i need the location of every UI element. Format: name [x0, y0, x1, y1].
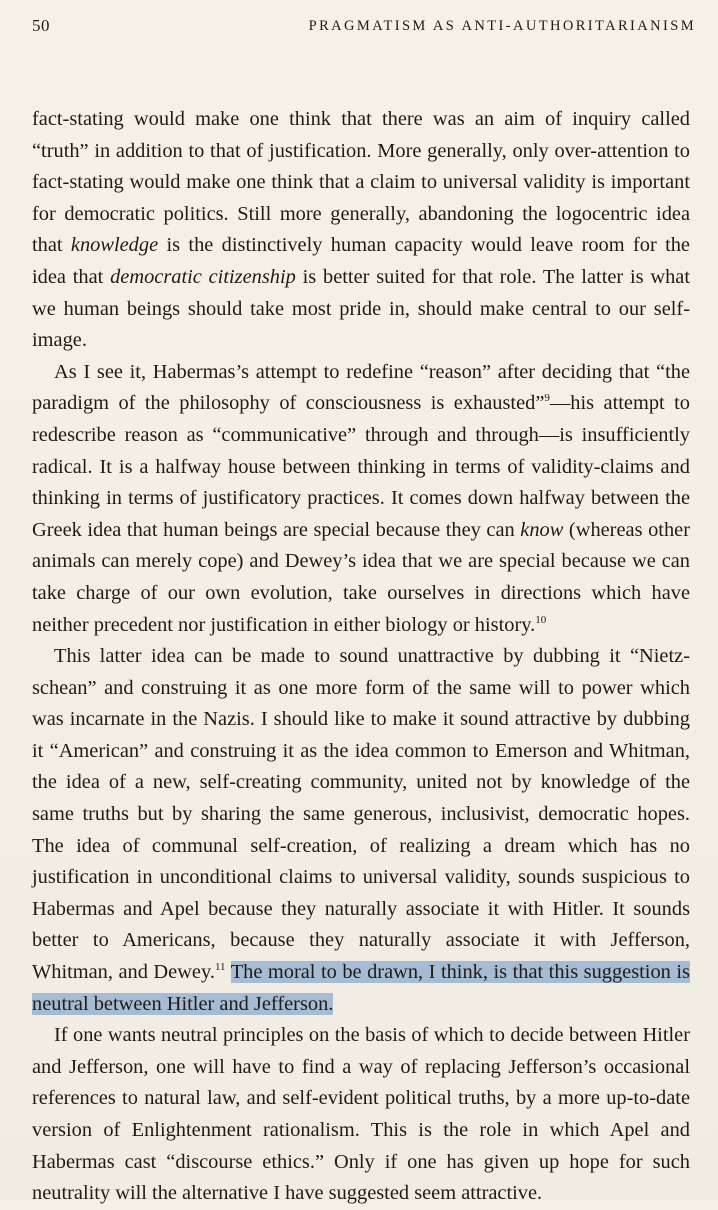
- paragraph-1-text-1: fact-stating would make one think that there was an aim of inquiry called “truth” in addition to that of justification. More generally, only over-attention to fact-stating would make one think that a claim to universal validity is important for democratic politics. Still more generally, abandoning the logocentric idea that: [32, 108, 690, 257]
- paragraph-1-text-3: is better suited for that role. The latter is what we human beings should take most pride in, should make central to our self-image.: [32, 265, 691, 352]
- paragraph-1-emphasis-knowledge: knowledge: [70, 234, 159, 257]
- paragraph-3: [32, 641, 690, 1020]
- paragraph-3-text-1: This latter idea can be made to sound unattractive by dubbing it “Nietzschean” and construing it as one more form of the same will to power which was incarnate in the Nazis. I should like to make it sound attractive by dubbing it “American” and construing it as the idea common to Emerson and Whitman, the idea of a new, self-creating community, united not by knowledge of the same truths but by sharing the same generous, inclusivist, democratic hopes. The idea of communal self-creation, of realizing a dream which has no justification in unconditional claims to universal validity, sounds suspicious to Habermas and Apel because they naturally associate it with Hitler. It sounds better to Americans, because they naturally associate it with Jefferson, Whitman, and Dewey.: [32, 645, 690, 984]
- footnote-ref-10[interactable]: 10: [535, 613, 547, 626]
- footnote-ref-9[interactable]: 9: [544, 392, 550, 405]
- running-title: PRAGMATISM AS ANTI-AUTHORITARIANISM: [308, 18, 696, 34]
- paragraph-4-text-1: If one wants neutral principles on the basis of which to decide between Hitler and Jefferson, one will have to find a way of replacing Jefferson’s occasional references to natural law, and self-evident political truths, by a more up-to-date version of Enlightenment rationalism. This is the role in which Apel and Habermas cast “discourse ethics.” Only if one has given up hope for such neutrality will the alternative I have suggested seem attractive.: [32, 1024, 690, 1205]
- paragraph-2: [32, 357, 690, 641]
- footnote-ref-11[interactable]: 11: [214, 961, 226, 974]
- paragraph-2-text-3: (whereas other animals can merely cope) and Dewey’s idea that we are special because we can take charge of our own evolution, take ourselves in directions which have neither precedent nor justification in either biology or history.: [32, 518, 690, 636]
- highlighted-passage[interactable]: The moral to be drawn, I think, is that this suggestion is neutral between Hitler and Jefferson.: [32, 961, 690, 1015]
- paragraph-1-text-2: is the distinctively human capacity would leave room for the idea that: [32, 234, 690, 288]
- paragraph-1: [32, 104, 690, 357]
- running-head: [32, 14, 696, 38]
- paragraph-4: [32, 1020, 690, 1210]
- paragraph-2-text-2: —his attempt to redescribe reason as “communicative” through and through—is insufficiently radical. It is a halfway house between thinking in terms of validity-claims and thinking in terms of justificatory practices. It comes down halfway between the Greek idea that human beings are special because they can: [32, 392, 690, 541]
- body-text: [32, 104, 690, 1210]
- page-number: 50: [32, 16, 50, 35]
- paragraph-2-text-1: As I see it, Habermas’s attempt to redefine “reason” after deciding that “the paradigm of the philosophy of consciousness is exhausted”: [32, 360, 690, 415]
- paragraph-1-emphasis-citizenship: democratic citizenship: [110, 265, 296, 288]
- paragraph-2-emphasis-know: know: [520, 518, 564, 541]
- paragraph-3-space: [226, 961, 231, 983]
